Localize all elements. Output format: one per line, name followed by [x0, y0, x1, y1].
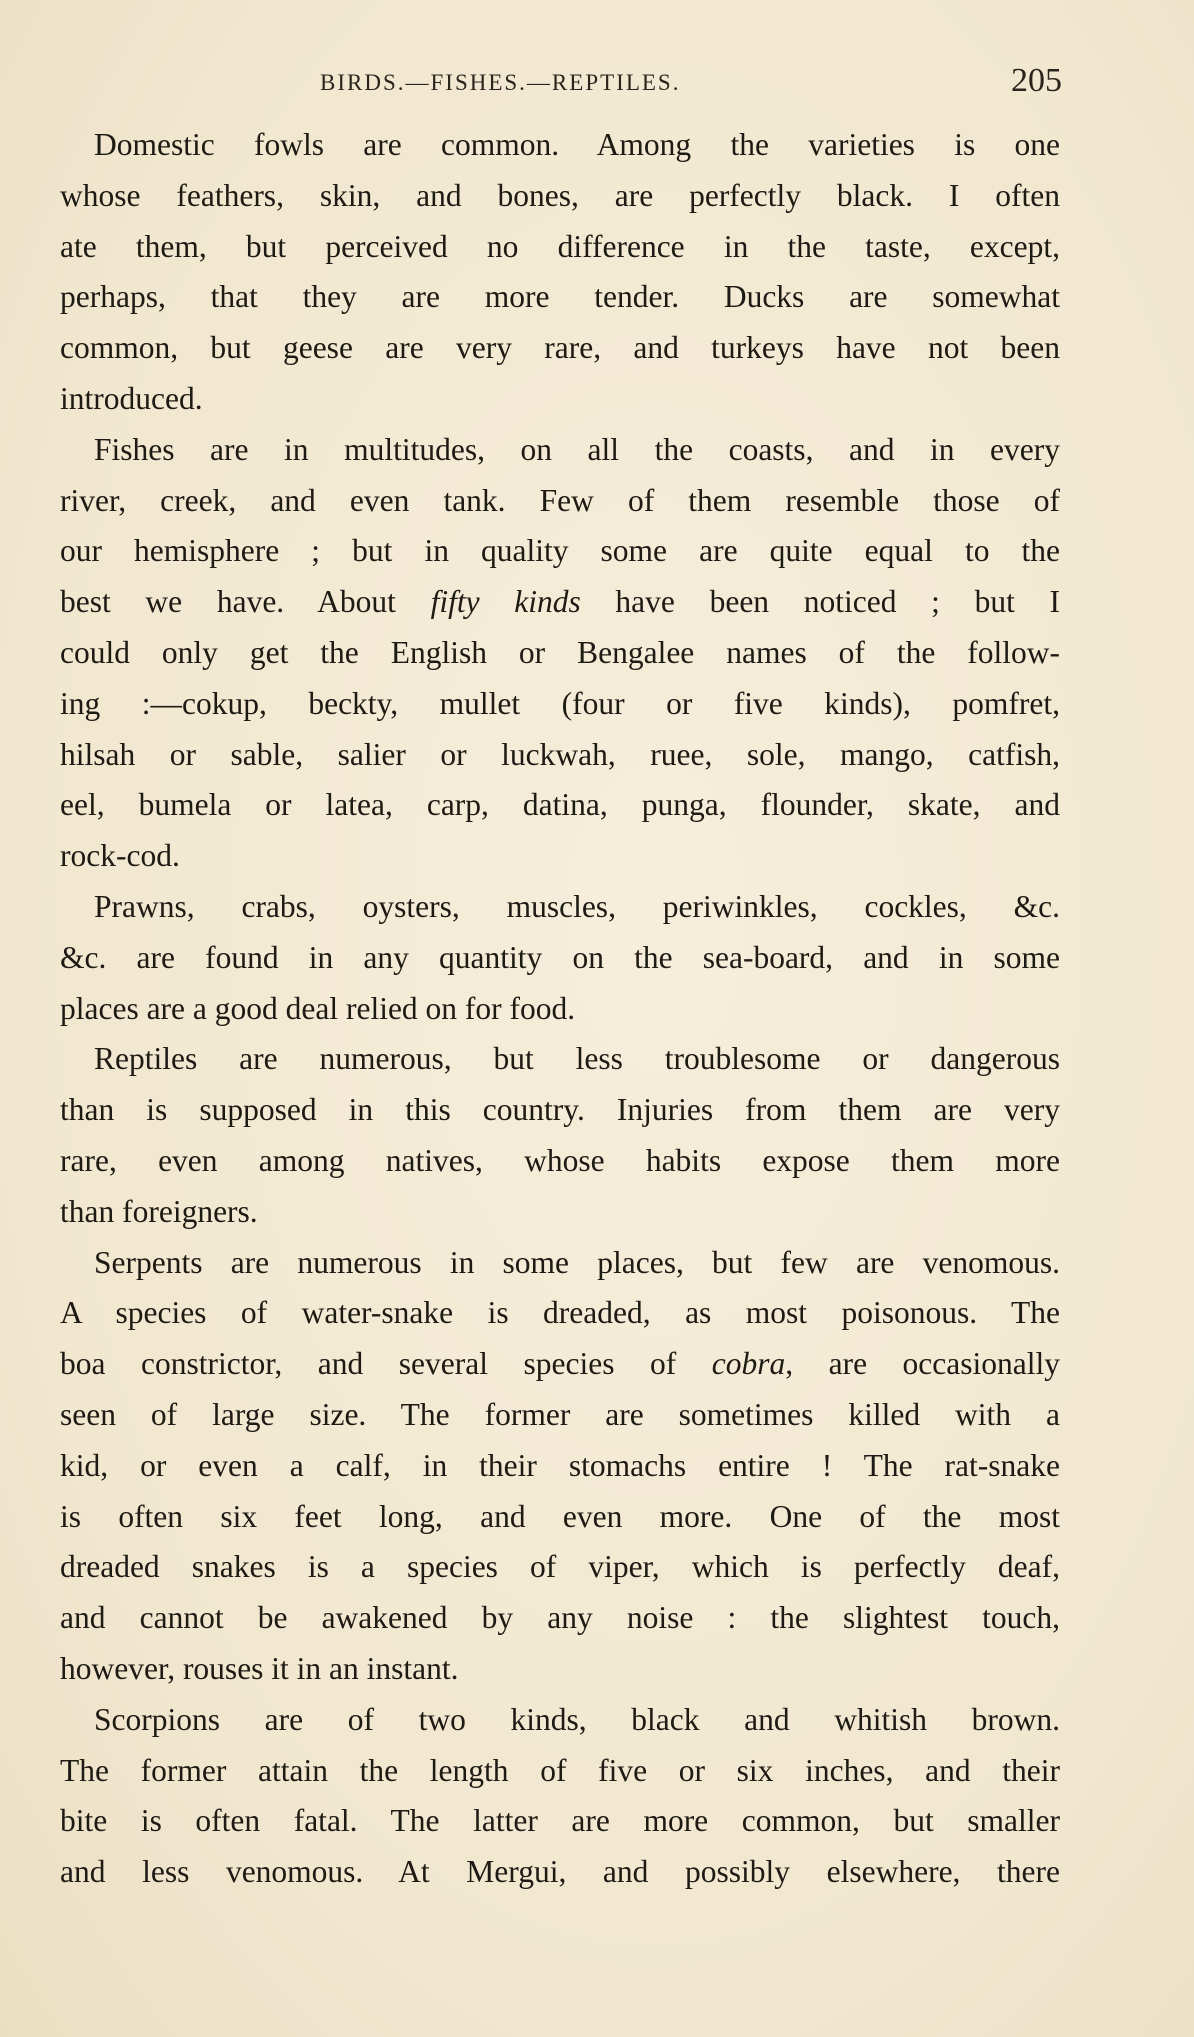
text-line: rare, even among natives, whose habits expose them more [60, 1142, 1060, 1178]
text-line: common, but geese are very rare, and turkeys have not been [60, 330, 1060, 366]
page-number: 205 [1011, 62, 1062, 99]
text-line: rock-cod. [60, 838, 180, 874]
text-line: and less venomous. At Mergui, and possibly elsewhere, there [60, 1854, 1060, 1890]
paragraph [60, 882, 1060, 1034]
text-line: &c. are found in any quantity on the sea-board, and in some [60, 939, 1060, 975]
running-title: BIRDS.—FISHES.—REPTILES. [320, 70, 681, 95]
text-line: seen of large size. The former are sometimes killed with a [60, 1396, 1060, 1432]
text-line: The former attain the length of five or six inches, and their [60, 1752, 1060, 1788]
text-line: Reptiles are numerous, but less troublesome or dangerous [94, 1041, 1060, 1077]
text-line: bite is often fatal. The latter are more common, but smaller [60, 1803, 1060, 1839]
paragraph [60, 1238, 1060, 1695]
italic-text: cobra [711, 1346, 786, 1382]
text-line: A species of water-snake is dreaded, as most poisonous. The [60, 1295, 1060, 1331]
text-line: however, rouses it in an instant. [60, 1650, 459, 1686]
paragraph [60, 425, 1060, 882]
text-line: introduced. [60, 380, 203, 416]
text-line: boa constrictor, and several species of cobra, are occasionally [60, 1346, 1060, 1382]
text-line: eel, bumela or latea, carp, datina, punga, flounder, skate, and [60, 787, 1060, 823]
text-line: Fishes are in multitudes, on all the coasts, and in every [94, 431, 1060, 467]
text-line: could only get the English or Bengalee names of the follow- [60, 634, 1060, 670]
text-line: is often six feet long, and even more. One of the most [60, 1498, 1060, 1534]
body-text [60, 120, 1060, 1898]
text-line: our hemisphere ; but in quality some are quite equal to the [60, 533, 1060, 569]
italic-text: fifty kinds [430, 584, 581, 620]
text-line: hilsah or sable, salier or luckwah, ruee, sole, mango, catfish, [60, 736, 1060, 772]
text-line: ate them, but perceived no difference in the taste, except, [60, 228, 1060, 264]
text-line: dreaded snakes is a species of viper, which is perfectly deaf, [60, 1549, 1060, 1585]
text-line: Domestic fowls are common. Among the varieties is one [94, 127, 1060, 162]
text-line: Serpents are numerous in some places, but few are venomous. [94, 1244, 1060, 1280]
running-head [60, 62, 1062, 110]
text-line: than foreigners. [60, 1193, 258, 1229]
paragraph [60, 1695, 1060, 1898]
text-line: than is supposed in this country. Injuries from them are very [60, 1092, 1060, 1128]
paragraph [60, 1034, 1060, 1237]
text-line: Scorpions are of two kinds, black and whitish brown. [94, 1701, 1060, 1737]
paragraph [60, 120, 1060, 425]
text-line: Prawns, crabs, oysters, muscles, periwinkles, cockles, &c. [94, 888, 1060, 924]
text-line: and cannot be awakened by any noise : the slightest touch, [60, 1600, 1060, 1636]
text-line: whose feathers, skin, and bones, are perfectly black. I often [60, 177, 1060, 213]
text-line: places are a good deal relied on for food. [60, 990, 576, 1026]
text-line: perhaps, that they are more tender. Ducks are somewhat [60, 279, 1060, 315]
text-line: best we have. About fifty kinds have been noticed ; but I [60, 584, 1061, 620]
text-line: kid, or even a calf, in their stomachs entire ! The rat-snake [60, 1447, 1060, 1483]
text-line: ing :—cokup, beckty, mullet (four or five kinds), pomfret, [60, 685, 1060, 721]
text-line: river, creek, and even tank. Few of them resemble those of [60, 482, 1060, 518]
